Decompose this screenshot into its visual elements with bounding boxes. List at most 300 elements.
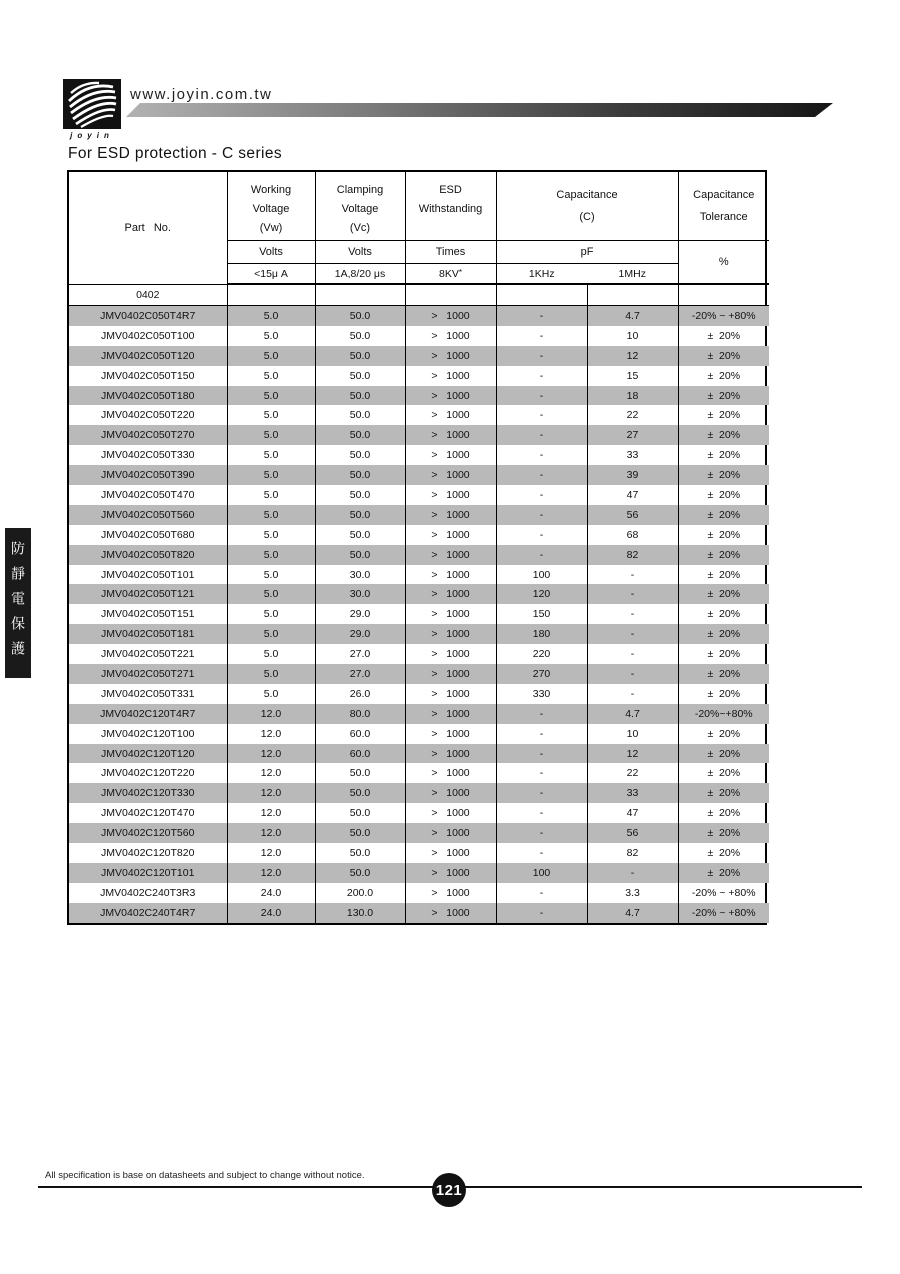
cell-working-voltage: 5.0 — [227, 604, 315, 624]
joyin-logo-icon — [63, 79, 121, 129]
table-row — [69, 863, 769, 883]
cell-tolerance: -20% ~ +80% — [678, 306, 769, 326]
side-tab-esd-protection — [5, 528, 31, 678]
table-row — [69, 783, 769, 803]
unit-vw: Volts — [227, 241, 315, 264]
cell-cap-1khz: - — [496, 883, 587, 903]
cell-cap-1khz: 220 — [496, 644, 587, 664]
page-number-badge — [432, 1173, 466, 1207]
cell-working-voltage: 5.0 — [227, 326, 315, 346]
site-url: www.joyin.com.tw — [130, 86, 273, 103]
cell-working-voltage: 5.0 — [227, 664, 315, 684]
table-row — [69, 405, 769, 425]
cell-cap-1khz: - — [496, 763, 587, 783]
table-row — [69, 644, 769, 664]
table-row — [69, 604, 769, 624]
col-header-vw — [227, 172, 315, 241]
cell-part-no: JMV0402C120T820 — [101, 846, 195, 859]
cell-esd-withstanding: > 1000 — [405, 724, 496, 744]
cell-cap-1khz: 100 — [496, 565, 587, 585]
cell-working-voltage: 5.0 — [227, 684, 315, 704]
cell-tolerance: ± 20% — [678, 863, 769, 883]
unit-vc: Volts — [315, 241, 405, 264]
cell-cap-1mhz: 15 — [587, 366, 678, 386]
cell-esd-withstanding: > 1000 — [405, 425, 496, 445]
header-lines — [228, 172, 315, 238]
cell-esd-withstanding: > 1000 — [405, 763, 496, 783]
side-tab-label: 防靜電保護 — [10, 540, 26, 666]
cell-part-no: JMV0402C050T101 — [101, 568, 195, 581]
cell-clamping-voltage: 50.0 — [315, 425, 405, 445]
empty-cell — [315, 284, 405, 306]
header-line: ESD — [439, 184, 462, 196]
cell-cap-1mhz: - — [587, 644, 678, 664]
cell-tolerance: ± 20% — [678, 803, 769, 823]
cell-cap-1mhz: 82 — [587, 843, 678, 863]
cell-cap-1khz: - — [496, 386, 587, 406]
table-body — [69, 284, 769, 923]
cell-tolerance: ± 20% — [678, 744, 769, 764]
cell-part-no: JMV0402C120T120 — [101, 747, 195, 760]
cell-clamping-voltage: 30.0 — [315, 584, 405, 604]
table-row — [69, 843, 769, 863]
cell-cap-1mhz: 10 — [587, 326, 678, 346]
empty-cell — [496, 284, 587, 306]
cell-clamping-voltage: 30.0 — [315, 565, 405, 585]
cell-clamping-voltage: 27.0 — [315, 644, 405, 664]
cell-tolerance: -20% ~ +80% — [678, 883, 769, 903]
cell-clamping-voltage: 50.0 — [315, 386, 405, 406]
cell-cap-1khz: - — [496, 425, 587, 445]
col-header-tolerance — [678, 172, 769, 241]
cell-tolerance: ± 20% — [678, 405, 769, 425]
cell-cap-1khz: - — [496, 724, 587, 744]
empty-cell — [678, 284, 769, 306]
spec-table-wrapper — [67, 170, 767, 925]
cell-clamping-voltage: 60.0 — [315, 724, 405, 744]
cell-tolerance: ± 20% — [678, 624, 769, 644]
header-line: (C) — [579, 211, 595, 223]
cell-clamping-voltage: 50.0 — [315, 525, 405, 545]
cell-cap-1mhz: 47 — [587, 485, 678, 505]
cell-working-voltage: 5.0 — [227, 525, 315, 545]
cell-working-voltage: 24.0 — [227, 883, 315, 903]
cell-part-no: JMV0402C050T100 — [101, 329, 195, 342]
table-row — [69, 326, 769, 346]
header-row-titles — [69, 172, 769, 241]
cell-esd-withstanding: > 1000 — [405, 744, 496, 764]
cell-working-voltage: 5.0 — [227, 545, 315, 565]
cell-part-no: JMV0402C050T121 — [101, 588, 195, 601]
cell-tolerance: ± 20% — [678, 366, 769, 386]
header-lines — [679, 184, 770, 228]
cell-esd-withstanding: > 1000 — [405, 863, 496, 883]
cell-part-no: JMV0402C050T560 — [101, 508, 195, 521]
cell-esd-withstanding: > 1000 — [405, 684, 496, 704]
cell-tolerance: ± 20% — [678, 823, 769, 843]
cell-esd-withstanding: > 1000 — [405, 386, 496, 406]
table-row — [69, 525, 769, 545]
cell-working-voltage: 24.0 — [227, 903, 315, 923]
cell-cap-1mhz: 82 — [587, 545, 678, 565]
cell-part-no: JMV0402C050T680 — [101, 528, 195, 541]
table-row — [69, 684, 769, 704]
cell-cap-1khz: 120 — [496, 584, 587, 604]
cell-cap-1khz: - — [496, 704, 587, 724]
cell-clamping-voltage: 50.0 — [315, 823, 405, 843]
cell-esd-withstanding: > 1000 — [405, 445, 496, 465]
cell-cap-1mhz: 22 — [587, 763, 678, 783]
cell-esd-withstanding: > 1000 — [405, 545, 496, 565]
cell-working-voltage: 5.0 — [227, 425, 315, 445]
cell-tolerance: ± 20% — [678, 425, 769, 445]
cell-tolerance: ± 20% — [678, 346, 769, 366]
cell-cap-1mhz: - — [587, 565, 678, 585]
empty-cell — [227, 284, 315, 306]
cell-tolerance: -20% ~ +80% — [678, 903, 769, 923]
cell-tolerance: -20%~+80% — [678, 704, 769, 724]
condition-vc: 1A,8/20 μs — [315, 264, 405, 285]
subheader-1khz: 1KHz — [496, 264, 587, 285]
header-lines — [316, 172, 405, 238]
cell-part-no: JMV0402C050T220 — [101, 409, 195, 422]
cell-working-voltage: 5.0 — [227, 565, 315, 585]
cell-cap-1mhz: 4.7 — [587, 903, 678, 923]
cell-esd-withstanding: > 1000 — [405, 664, 496, 684]
cell-working-voltage: 12.0 — [227, 763, 315, 783]
cell-clamping-voltage: 50.0 — [315, 326, 405, 346]
cell-cap-1khz: - — [496, 843, 587, 863]
cell-working-voltage: 5.0 — [227, 386, 315, 406]
cell-clamping-voltage: 50.0 — [315, 763, 405, 783]
cell-working-voltage: 5.0 — [227, 445, 315, 465]
cell-clamping-voltage: 27.0 — [315, 664, 405, 684]
table-row — [69, 763, 769, 783]
cell-tolerance: ± 20% — [678, 763, 769, 783]
cell-cap-1mhz: 39 — [587, 465, 678, 485]
cell-cap-1mhz: 4.7 — [587, 306, 678, 326]
header-lines — [406, 172, 496, 219]
table-row — [69, 724, 769, 744]
unit-tolerance: % — [678, 241, 769, 285]
cell-cap-1mhz: - — [587, 664, 678, 684]
unit-capacitance: pF — [496, 241, 678, 264]
cell-part-no: JMV0402C240T4R7 — [100, 906, 196, 919]
cell-clamping-voltage: 50.0 — [315, 843, 405, 863]
header-line: Tolerance — [699, 211, 748, 223]
table-row — [69, 883, 769, 903]
cell-esd-withstanding: > 1000 — [405, 405, 496, 425]
cell-working-voltage: 5.0 — [227, 584, 315, 604]
table-row — [69, 704, 769, 724]
cell-tolerance: ± 20% — [678, 565, 769, 585]
cell-esd-withstanding: > 1000 — [405, 346, 496, 366]
col-header-part-no: Part No. — [69, 172, 227, 284]
cell-tolerance: ± 20% — [678, 545, 769, 565]
cell-part-no: JMV0402C050T271 — [101, 667, 195, 680]
cell-clamping-voltage: 50.0 — [315, 346, 405, 366]
cell-cap-1khz: - — [496, 366, 587, 386]
empty-cell — [587, 284, 678, 306]
cell-tolerance: ± 20% — [678, 445, 769, 465]
cell-working-voltage: 12.0 — [227, 863, 315, 883]
cell-cap-1khz: - — [496, 545, 587, 565]
cell-clamping-voltage: 50.0 — [315, 366, 405, 386]
header-line: Capacitance — [556, 189, 618, 201]
table-row — [69, 445, 769, 465]
table-row — [69, 306, 769, 326]
cell-working-voltage: 12.0 — [227, 823, 315, 843]
cell-working-voltage: 5.0 — [227, 405, 315, 425]
cell-working-voltage: 12.0 — [227, 803, 315, 823]
cell-tolerance: ± 20% — [678, 724, 769, 744]
cell-cap-1khz: - — [496, 465, 587, 485]
cell-working-voltage: 12.0 — [227, 704, 315, 724]
cell-tolerance: ± 20% — [678, 505, 769, 525]
cell-clamping-voltage: 200.0 — [315, 883, 405, 903]
cell-cap-1mhz: 33 — [587, 445, 678, 465]
cell-part-no: JMV0402C050T330 — [101, 449, 195, 462]
cell-cap-1khz: 100 — [496, 863, 587, 883]
table-head — [69, 172, 769, 284]
header-line: Working — [250, 184, 292, 196]
cell-esd-withstanding: > 1000 — [405, 883, 496, 903]
cell-tolerance: ± 20% — [678, 584, 769, 604]
cell-cap-1mhz: - — [587, 684, 678, 704]
cell-part-no: JMV0402C050T120 — [101, 349, 195, 362]
table-row — [69, 803, 769, 823]
cell-tolerance: ± 20% — [678, 465, 769, 485]
cell-cap-1mhz: 56 — [587, 823, 678, 843]
table-row — [69, 823, 769, 843]
cell-clamping-voltage: 50.0 — [315, 485, 405, 505]
cell-cap-1khz: - — [496, 783, 587, 803]
header-line: Clamping — [336, 184, 384, 196]
cell-working-voltage: 5.0 — [227, 644, 315, 664]
cell-part-no: JMV0402C120T220 — [101, 767, 195, 780]
cell-esd-withstanding: > 1000 — [405, 624, 496, 644]
table-row — [69, 485, 769, 505]
cell-clamping-voltage: 50.0 — [315, 783, 405, 803]
cell-tolerance: ± 20% — [678, 386, 769, 406]
header-line: Withstanding — [418, 203, 483, 215]
table-row — [69, 505, 769, 525]
cell-tolerance: ± 20% — [678, 783, 769, 803]
cell-cap-1khz: - — [496, 445, 587, 465]
cell-cap-1khz: - — [496, 525, 587, 545]
size-group-label: 0402 — [69, 284, 227, 306]
cell-working-voltage: 12.0 — [227, 724, 315, 744]
cell-esd-withstanding: > 1000 — [405, 485, 496, 505]
cell-part-no: JMV0402C120T470 — [101, 807, 195, 820]
cell-cap-1mhz: - — [587, 624, 678, 644]
table-row — [69, 584, 769, 604]
table-row — [69, 386, 769, 406]
cell-esd-withstanding: > 1000 — [405, 505, 496, 525]
cell-clamping-voltage: 50.0 — [315, 306, 405, 326]
cell-esd-withstanding: > 1000 — [405, 306, 496, 326]
cell-esd-withstanding: > 1000 — [405, 465, 496, 485]
cell-cap-1mhz: 68 — [587, 525, 678, 545]
header-line: Voltage — [341, 203, 379, 215]
cell-esd-withstanding: > 1000 — [405, 823, 496, 843]
cell-tolerance: ± 20% — [678, 664, 769, 684]
cell-working-voltage: 5.0 — [227, 624, 315, 644]
cell-cap-1khz: - — [496, 823, 587, 843]
cell-clamping-voltage: 29.0 — [315, 604, 405, 624]
cell-part-no: JMV0402C050T4R7 — [100, 309, 196, 322]
cell-working-voltage: 5.0 — [227, 485, 315, 505]
cell-clamping-voltage: 50.0 — [315, 445, 405, 465]
header-line: Capacitance — [693, 189, 755, 201]
cell-working-voltage: 12.0 — [227, 744, 315, 764]
cell-tolerance: ± 20% — [678, 326, 769, 346]
cell-cap-1khz: - — [496, 744, 587, 764]
cell-clamping-voltage: 50.0 — [315, 505, 405, 525]
cell-clamping-voltage: 29.0 — [315, 624, 405, 644]
footer-disclaimer: All specification is base on datasheets and subject to change without notice. — [45, 1170, 365, 1181]
page-number: 121 — [435, 1181, 463, 1199]
cell-cap-1mhz: 4.7 — [587, 704, 678, 724]
cell-part-no: JMV0402C120T4R7 — [100, 707, 196, 720]
cell-cap-1mhz: - — [587, 863, 678, 883]
cell-working-voltage: 12.0 — [227, 783, 315, 803]
cell-esd-withstanding: > 1000 — [405, 525, 496, 545]
cell-part-no: JMV0402C050T221 — [101, 648, 195, 661]
cell-cap-1mhz: 12 — [587, 346, 678, 366]
cell-part-no: JMV0402C050T180 — [101, 389, 195, 402]
table-row — [69, 744, 769, 764]
condition-vw: <15μ A — [227, 264, 315, 285]
empty-cell — [405, 284, 496, 306]
cell-tolerance: ± 20% — [678, 644, 769, 664]
cell-cap-1khz: - — [496, 505, 587, 525]
asterisk-note: * — [458, 267, 462, 277]
cell-clamping-voltage: 50.0 — [315, 863, 405, 883]
table-row — [69, 903, 769, 923]
logo-wordmark: joyin — [70, 131, 114, 140]
cell-cap-1mhz: - — [587, 584, 678, 604]
cell-clamping-voltage: 80.0 — [315, 704, 405, 724]
cell-cap-1khz: 150 — [496, 604, 587, 624]
cell-cap-1khz: - — [496, 803, 587, 823]
cell-clamping-voltage: 130.0 — [315, 903, 405, 923]
cell-cap-1mhz: 18 — [587, 386, 678, 406]
cell-cap-1mhz: 22 — [587, 405, 678, 425]
cell-esd-withstanding: > 1000 — [405, 644, 496, 664]
cell-esd-withstanding: > 1000 — [405, 326, 496, 346]
cell-part-no: JMV0402C120T330 — [101, 787, 195, 800]
cell-part-no: JMV0402C050T181 — [101, 628, 195, 641]
cell-clamping-voltage: 50.0 — [315, 405, 405, 425]
cell-cap-1khz: - — [496, 326, 587, 346]
cell-tolerance: ± 20% — [678, 485, 769, 505]
header-lines — [497, 184, 678, 228]
cell-part-no: JMV0402C050T331 — [101, 687, 195, 700]
unit-esd: Times — [405, 241, 496, 264]
cell-cap-1khz: - — [496, 306, 587, 326]
page-title: For ESD protection - C series — [68, 145, 283, 162]
table-row — [69, 425, 769, 445]
cell-part-no: JMV0402C120T101 — [101, 866, 195, 879]
condition-esd: 8KV* — [405, 264, 496, 285]
cell-clamping-voltage: 50.0 — [315, 545, 405, 565]
cell-part-no: JMV0402C240T3R3 — [100, 886, 196, 899]
cell-esd-withstanding: > 1000 — [405, 604, 496, 624]
table-row — [69, 545, 769, 565]
cell-tolerance: ± 20% — [678, 604, 769, 624]
cell-clamping-voltage: 26.0 — [315, 684, 405, 704]
cell-cap-1khz: - — [496, 903, 587, 923]
cell-clamping-voltage: 60.0 — [315, 744, 405, 764]
cell-clamping-voltage: 50.0 — [315, 803, 405, 823]
cell-cap-1khz: 180 — [496, 624, 587, 644]
col-header-vc — [315, 172, 405, 241]
size-group-row — [69, 284, 769, 306]
cell-working-voltage: 5.0 — [227, 366, 315, 386]
cell-tolerance: ± 20% — [678, 684, 769, 704]
cell-clamping-voltage: 50.0 — [315, 465, 405, 485]
table-row — [69, 624, 769, 644]
col-header-esd — [405, 172, 496, 241]
spec-table — [69, 172, 769, 923]
cell-tolerance: ± 20% — [678, 525, 769, 545]
header-line: Voltage — [252, 203, 290, 215]
cell-working-voltage: 5.0 — [227, 306, 315, 326]
cell-working-voltage: 5.0 — [227, 505, 315, 525]
cell-cap-1khz: 270 — [496, 664, 587, 684]
cell-tolerance: ± 20% — [678, 843, 769, 863]
cell-cap-1khz: 330 — [496, 684, 587, 704]
cell-part-no: JMV0402C050T390 — [101, 469, 195, 482]
table-row — [69, 366, 769, 386]
cell-part-no: JMV0402C050T470 — [101, 488, 195, 501]
table-row — [69, 346, 769, 366]
header-line: (Vw) — [259, 222, 283, 234]
cell-esd-withstanding: > 1000 — [405, 903, 496, 923]
cell-cap-1mhz: 3.3 — [587, 883, 678, 903]
col-header-capacitance — [496, 172, 678, 241]
cell-working-voltage: 12.0 — [227, 843, 315, 863]
cell-working-voltage: 5.0 — [227, 465, 315, 485]
cell-esd-withstanding: > 1000 — [405, 704, 496, 724]
cell-part-no: JMV0402C120T560 — [101, 827, 195, 840]
table-row — [69, 565, 769, 585]
cell-part-no: JMV0402C050T270 — [101, 429, 195, 442]
cell-esd-withstanding: > 1000 — [405, 783, 496, 803]
cell-cap-1khz: - — [496, 346, 587, 366]
cell-cap-1mhz: 47 — [587, 803, 678, 823]
cell-esd-withstanding: > 1000 — [405, 565, 496, 585]
cell-cap-1mhz: - — [587, 604, 678, 624]
cell-cap-1khz: - — [496, 405, 587, 425]
cell-esd-withstanding: > 1000 — [405, 366, 496, 386]
cell-cap-1khz: - — [496, 485, 587, 505]
header-gradient-bar — [126, 103, 833, 117]
cell-cap-1mhz: 33 — [587, 783, 678, 803]
cell-part-no: JMV0402C120T100 — [101, 727, 195, 740]
cell-esd-withstanding: > 1000 — [405, 843, 496, 863]
cell-cap-1mhz: 10 — [587, 724, 678, 744]
cell-part-no: JMV0402C050T151 — [101, 608, 195, 621]
table-row — [69, 465, 769, 485]
cell-cap-1mhz: 56 — [587, 505, 678, 525]
subheader-1mhz: 1MHz — [587, 264, 678, 285]
table-row — [69, 664, 769, 684]
cell-esd-withstanding: > 1000 — [405, 584, 496, 604]
cell-working-voltage: 5.0 — [227, 346, 315, 366]
cell-esd-withstanding: > 1000 — [405, 803, 496, 823]
